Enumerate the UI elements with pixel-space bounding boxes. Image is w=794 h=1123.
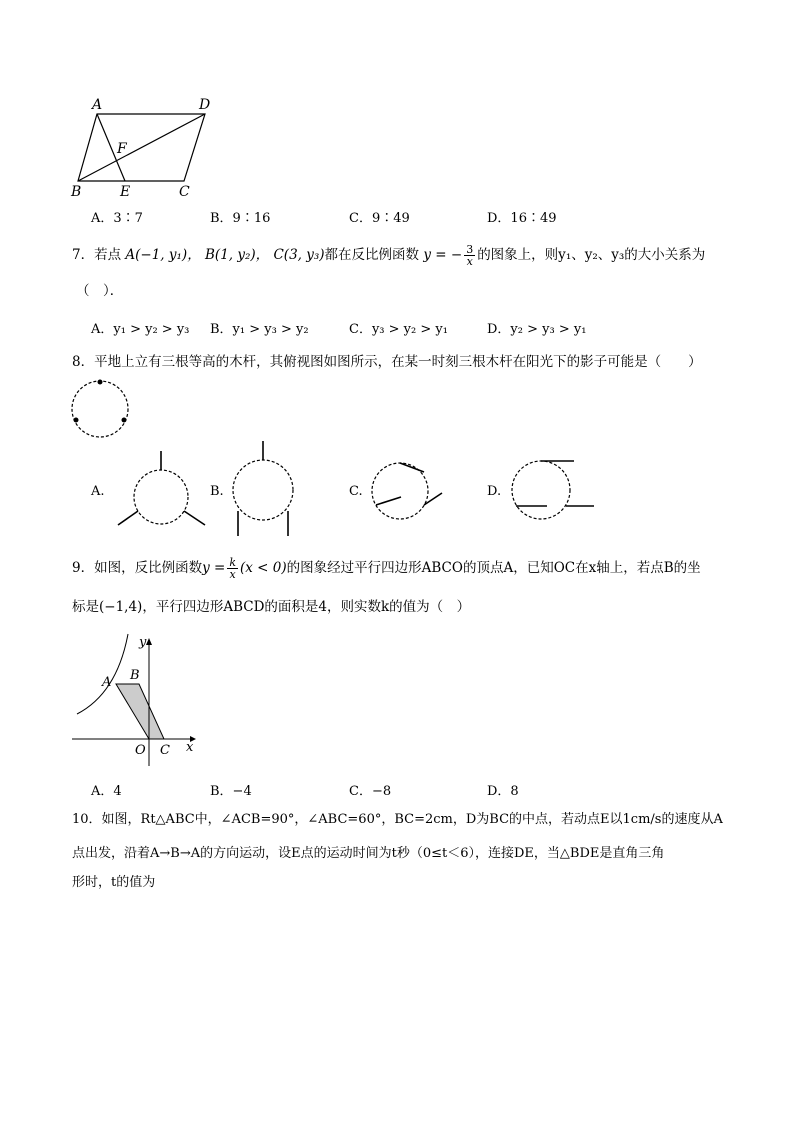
q9-option-b: B．−4 xyxy=(210,784,252,799)
q6-figure xyxy=(60,92,220,202)
q7-line-1 xyxy=(72,244,705,267)
q6-option-a: A．3∶7 xyxy=(91,211,143,226)
q9-intro: 9．如图，反比例函数 xyxy=(72,560,203,576)
q8-option-b-figure xyxy=(228,438,300,538)
label-C: C xyxy=(179,184,190,200)
pole-dot-left xyxy=(74,418,79,423)
q8-top-view xyxy=(66,376,136,440)
q8-option-d-figure xyxy=(508,456,598,524)
q10-line-1: 10．如图，Rt△ABC中，∠ACB=90°，∠ABC=60°，BC=2cm，D为BC的中点，若动点E以1cm/s的速度从A xyxy=(72,812,723,827)
q9-figure xyxy=(66,630,206,770)
q9-frac-num: k xyxy=(229,556,236,569)
q8-option-b-label: B. xyxy=(210,484,224,499)
hyperbola-branch xyxy=(77,634,128,714)
q6-option-c: C．9∶49 xyxy=(349,211,410,226)
q9-line-1 xyxy=(72,557,701,580)
q7-function-lhs: y = − xyxy=(423,247,463,263)
label-F: F xyxy=(117,141,127,157)
q6-option-b: B．9∶16 xyxy=(210,211,271,226)
q7-point-c: C(3, y₃) xyxy=(273,247,325,263)
q7-frac-num: 3 xyxy=(466,243,474,256)
diagonal-bd xyxy=(78,114,205,181)
q8-option-a-figure xyxy=(112,446,212,536)
q9-condition: (x < 0) xyxy=(240,560,287,576)
q8-option-d-label: D. xyxy=(487,484,502,499)
label-y: y xyxy=(139,635,147,650)
q9-line-2: 标是(−1,4)，平行四边形ABCD的面积是4，则实数k的值为（ ） xyxy=(72,599,471,615)
q9-fraction xyxy=(227,557,238,580)
q9-line-1-rest: 的图象经过平行四边形ABCO的顶点A，已知OC在x轴上，若点B的坐 xyxy=(286,560,701,576)
q6-option-d: D．16∶49 xyxy=(487,211,557,226)
q7-option-c: C．y₃ > y₂ > y₁ xyxy=(349,322,448,337)
label-x: x xyxy=(186,740,194,755)
label-E: E xyxy=(120,184,131,200)
y-axis-arrow xyxy=(146,638,152,645)
pole-dot-right xyxy=(122,418,127,423)
q7-mid-text: 都在反比例函数 xyxy=(324,247,420,263)
q7-option-b: B．y₁ > y₃ > y₂ xyxy=(210,322,309,337)
q7-option-a: A．y₁ > y₂ > y₃ xyxy=(91,322,190,337)
q7-point-a: A(−1, y₁)， xyxy=(125,247,201,263)
label-A: A xyxy=(92,97,103,113)
q7-fraction xyxy=(464,244,475,267)
q7-point-b: B(1, y₂)， xyxy=(205,247,270,263)
q9-option-c: C．−8 xyxy=(349,784,392,799)
pole-dot-top xyxy=(98,380,103,385)
label-B: B xyxy=(71,184,82,200)
q8-option-c-figure xyxy=(366,458,446,522)
q9-frac-den: x xyxy=(229,568,236,581)
label-A: A xyxy=(102,675,112,690)
q10-line-2: 点出发，沿着A→B→A的方向运动，设E点的运动时间为t秒（0≤t＜6），连接DE，当△BDE是直角三角 xyxy=(72,846,665,861)
q7-option-d: D．y₂ > y₃ > y₁ xyxy=(487,322,587,337)
q8-option-a-label: A. xyxy=(91,484,105,499)
top-view-circle xyxy=(72,381,128,437)
q7-line-2: （ ）． xyxy=(76,283,124,299)
q7-frac-den: x xyxy=(466,255,473,268)
q10-line-3: 形时，t的值为 xyxy=(72,875,156,890)
label-C: C xyxy=(160,743,170,758)
q8-option-c-label: C. xyxy=(349,484,363,499)
q7-tail-text: 的图象上，则y₁、y₂、y₃的大小关系为 xyxy=(477,247,706,263)
q9-option-d: D．8 xyxy=(487,784,519,799)
q9-option-a: A．4 xyxy=(91,784,122,799)
parallelogram-abco xyxy=(116,684,164,739)
label-D: D xyxy=(199,97,211,113)
q7-number: 7．若点 xyxy=(72,247,122,263)
label-O: O xyxy=(135,743,146,758)
q8-question-text: 8．平地上立有三根等高的木杆，其俯视图如图所示，在某一时刻三根木杆在阳光下的影子可能是（ ） xyxy=(72,354,702,370)
q9-function-lhs: y = xyxy=(202,560,226,576)
label-B: B xyxy=(130,668,140,683)
